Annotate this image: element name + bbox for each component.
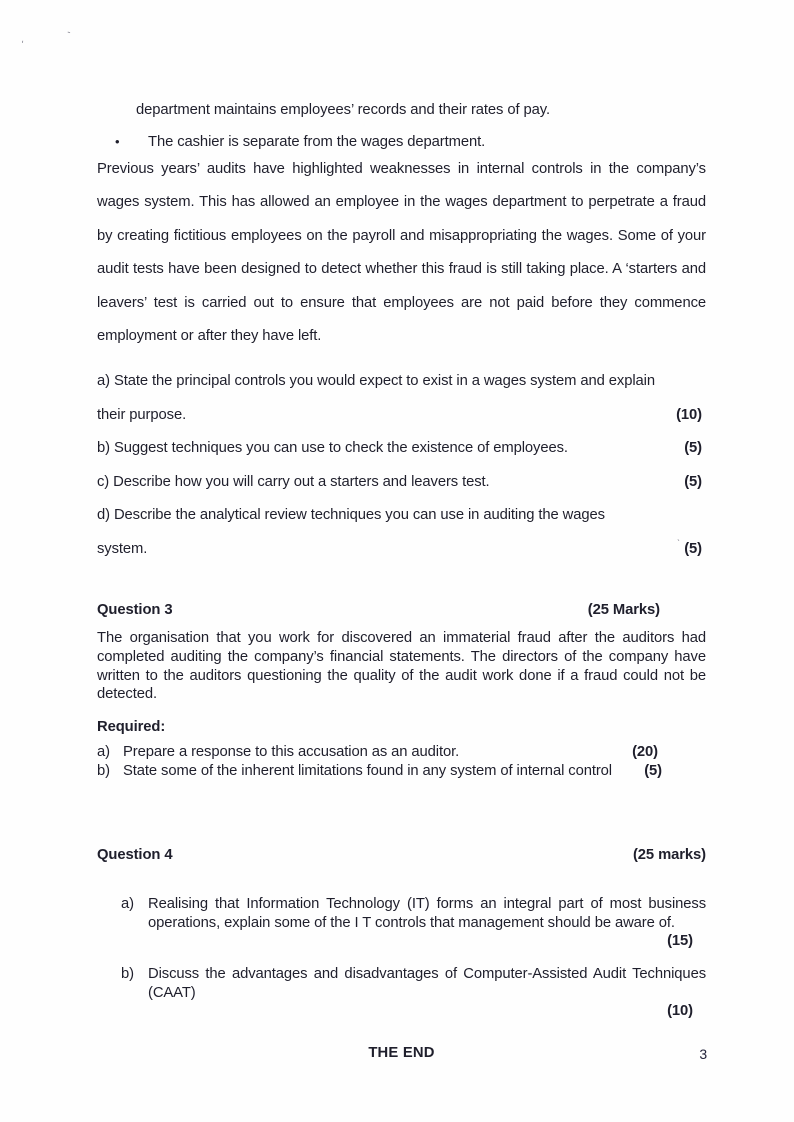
question4-item-a — [97, 895, 706, 951]
item-label: a) — [121, 896, 134, 913]
question3-item-a — [97, 743, 706, 762]
item-text: Prepare a response to this accusation as an auditor. — [123, 743, 460, 760]
bullet-icon: • — [115, 134, 120, 149]
scan-speck: ‑ — [65, 26, 73, 39]
question3-heading — [97, 600, 706, 620]
wages-item-c — [97, 466, 706, 500]
item-body — [148, 965, 706, 1021]
item-label: b) — [97, 763, 110, 780]
wages-item-text: b) Suggest techniques you can use to check the existence of employees. — [97, 440, 568, 457]
item-text: Discuss the advantages and disadvantages of Computer-Assisted Audit Techniques (CAAT) — [148, 966, 706, 1001]
question3-list — [97, 743, 706, 781]
intro-paragraph: Previous years’ audits have highlighted weaknesses in internal controls in the company’s wages system. This has allowed an employee in the wages department to perpetrate a fraud by creating fictitious employees on the payroll and misappropriating the wages. Some of your audit tests have been designed to detect whether this fraud is still taking place. A ‘starters and leavers’ test is carried out to ensure that employees are not paid before they commence employment or after they have left. — [97, 161, 706, 345]
question3-paragraph: The organisation that you work for discovered an immaterial fraud after the auditors had completed auditing the company’s financial statements. The directors of the company have written to the auditors questioning the quality of the audit work done if a fraud could not be detected. — [97, 630, 706, 703]
wages-item-marks: (10) — [676, 406, 702, 423]
question3-title: Question 3 — [97, 602, 173, 619]
item-marks: (10) — [667, 1003, 693, 1020]
item-marks: (5) — [644, 763, 662, 780]
bullet-list-item — [97, 131, 706, 153]
the-end-label: THE END — [368, 1044, 435, 1061]
scan-speck: ʹ — [21, 40, 23, 51]
item-label: a) — [97, 743, 110, 760]
question4-heading — [97, 845, 706, 865]
wages-item-text: a) State the principal controls you would expect to exist in a wages system and explain their purpose. — [97, 373, 655, 423]
question3-marks: (25 Marks) — [587, 602, 660, 619]
question4-marks: (25 marks) — [632, 847, 706, 864]
question4-list — [97, 895, 706, 1021]
item-text: State some of the inherent limitations found in any system of internal control — [123, 763, 612, 780]
question4-item-b — [97, 965, 706, 1021]
wages-item-marks: (5) — [684, 540, 702, 557]
wages-item-text: c) Describe how you will carry out a starters and leavers test. — [97, 473, 490, 490]
wages-item-marks: (5) — [684, 440, 702, 457]
bullet-text: The cashier is separate from the wages department. — [148, 134, 486, 150]
required-label: Required: — [97, 718, 166, 735]
wages-item-marks: (5) — [684, 473, 702, 490]
item-marks: (20) — [632, 743, 658, 760]
wages-item-d — [97, 499, 706, 566]
page-number: 3 — [699, 1046, 707, 1062]
question3-item-b — [97, 762, 706, 781]
wages-question-list — [97, 365, 706, 566]
wages-item-text: d) Describe the analytical review techniques you can use in auditing the wages system. — [97, 507, 605, 557]
scan-speck: ˎ — [677, 531, 681, 542]
item-marks: (15) — [667, 933, 693, 950]
item-label: b) — [121, 966, 134, 982]
wages-item-b — [97, 432, 706, 466]
question4-title: Question 4 — [97, 847, 173, 864]
wages-item-a — [97, 365, 706, 432]
item-body — [148, 895, 706, 951]
intro-hanging-line: department maintains employees’ records and their rates of pay. — [136, 102, 550, 118]
item-text: Realising that Information Technology (IT) forms an integral part of most business operations, explain some of the I T controls that management should be aware of. — [148, 896, 706, 931]
